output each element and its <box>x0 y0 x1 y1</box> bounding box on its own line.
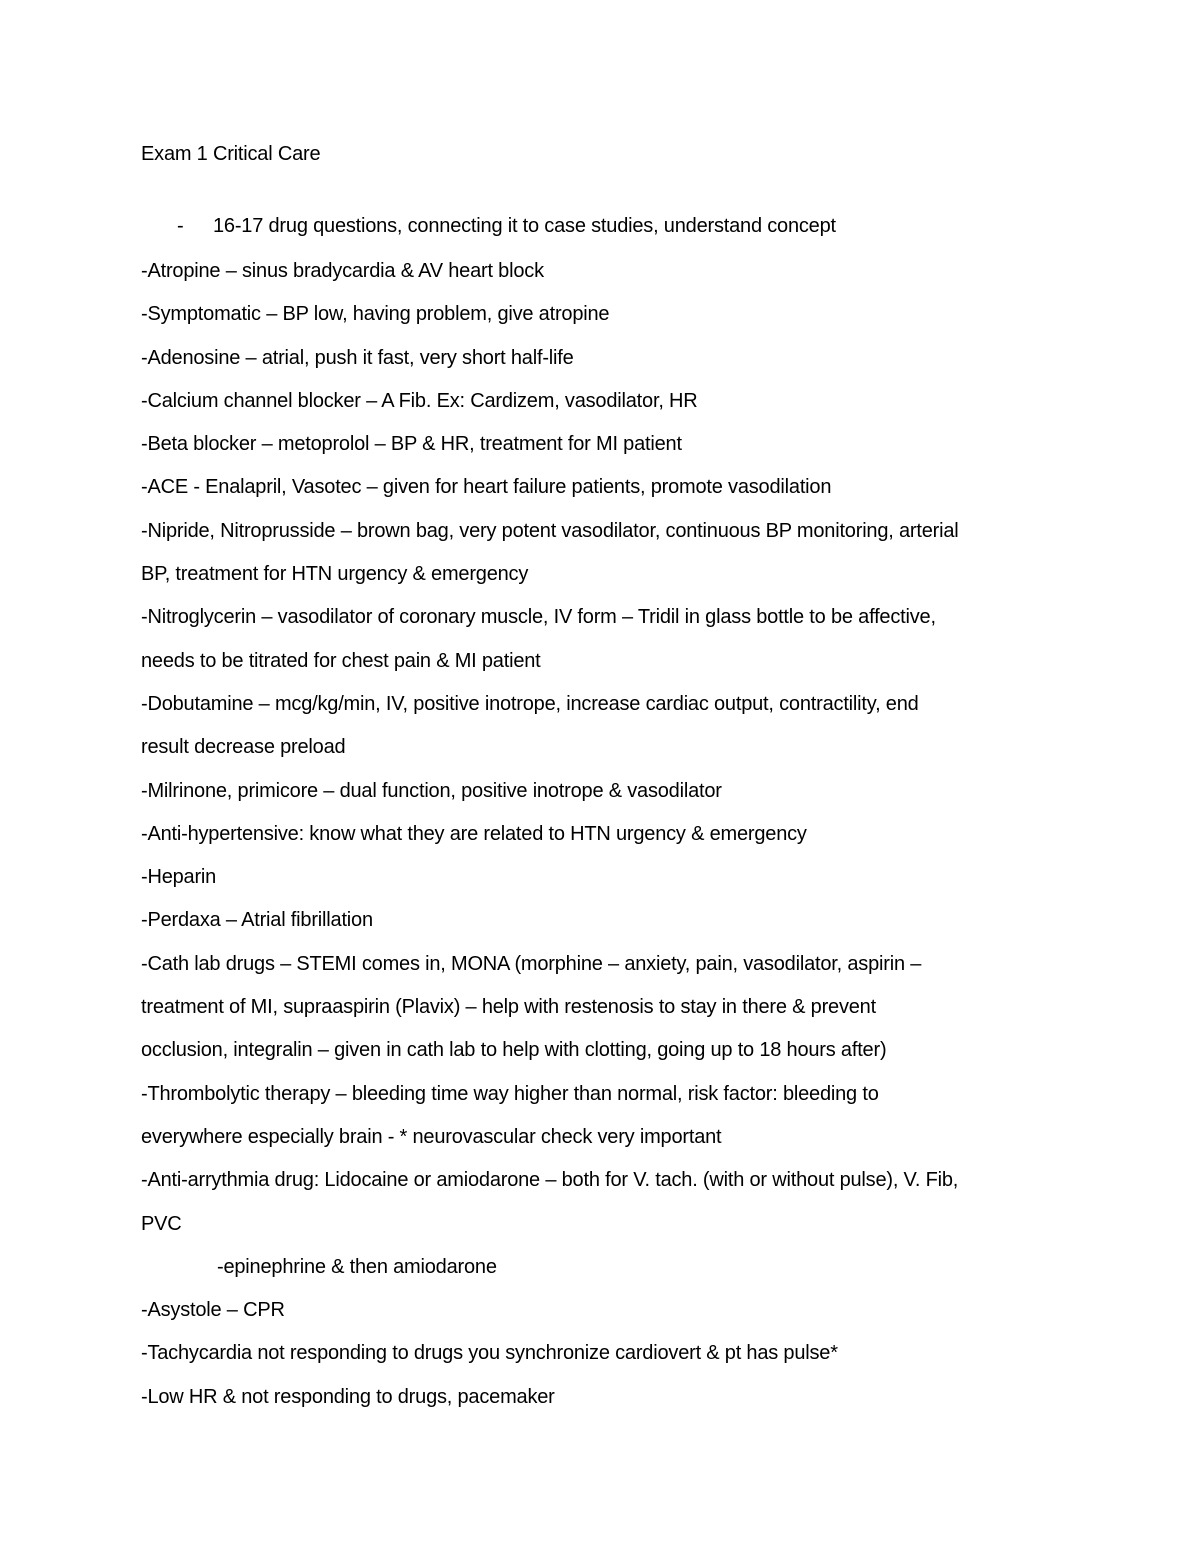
note-line: -Low HR & not responding to drugs, pacemaker <box>141 1385 555 1408</box>
note-line: needs to be titrated for chest pain & MI patient <box>141 649 541 672</box>
bullet-text: 16-17 drug questions, connecting it to case studies, understand concept <box>213 215 836 237</box>
note-line: -Atropine – sinus bradycardia & AV heart block <box>141 260 544 282</box>
note-line: everywhere especially brain - * neurovascular check very important <box>141 1125 722 1148</box>
note-line: -Milrinone, primicore – dual function, positive inotrope & vasodilator <box>141 779 722 802</box>
note-line: result decrease preload <box>141 736 346 759</box>
note-line: -Nitroglycerin – vasodilator of coronary muscle, IV form – Tridil in glass bottle to be affective, <box>141 606 936 629</box>
note-line: -Asystole – CPR <box>141 1299 285 1322</box>
note-line: -Adenosine – atrial, push it fast, very short half-life <box>141 346 574 369</box>
note-line-indented: -epinephrine & then amiodarone <box>217 1255 497 1278</box>
note-line: -Tachycardia not responding to drugs you synchronize cardiovert & pt has pulse* <box>141 1342 838 1365</box>
note-line: BP, treatment for HTN urgency & emergency <box>141 563 529 586</box>
note-line: treatment of MI, supraaspirin (Plavix) – help with restenosis to stay in there & prevent <box>141 996 876 1019</box>
note-line: -ACE - Enalapril, Vasotec – given for heart failure patients, promote vasodilation <box>141 476 832 499</box>
note-line: -Perdaxa – Atrial fibrillation <box>141 909 373 932</box>
note-line: PVC <box>141 1212 182 1235</box>
note-line: -Anti-hypertensive: know what they are related to HTN urgency & emergency <box>141 822 807 845</box>
note-line: -Symptomatic – BP low, having problem, give atropine <box>141 303 610 326</box>
note-line: -Calcium channel blocker – A Fib. Ex: Cardizem, vasodilator, HR <box>141 389 698 412</box>
note-line: -Heparin <box>141 866 217 889</box>
note-line: occlusion, integralin – given in cath lab to help with clotting, going up to 18 hours after) <box>141 1039 887 1062</box>
note-line: -Cath lab drugs – STEMI comes in, MONA (morphine – anxiety, pain, vasodilator, aspirin – <box>141 952 922 975</box>
note-line: -Beta blocker – metoprolol – BP & HR, treatment for MI patient <box>141 433 682 456</box>
bullet-marker: - <box>177 215 184 237</box>
note-line: -Anti-arrythmia drug: Lidocaine or amiodarone – both for V. tach. (with or without pulse), V. Fib, <box>141 1169 959 1192</box>
notes-list <box>141 258 1061 1427</box>
note-line: -Nipride, Nitroprusside – brown bag, very potent vasodilator, continuous BP monitoring, arterial <box>141 519 959 542</box>
note-line: -Dobutamine – mcg/kg/min, IV, positive inotrope, increase cardiac output, contractility, end <box>141 692 919 715</box>
document-title: Exam 1 Critical Care <box>141 143 321 165</box>
note-line: -Thrombolytic therapy – bleeding time way higher than normal, risk factor: bleeding to <box>141 1082 879 1105</box>
